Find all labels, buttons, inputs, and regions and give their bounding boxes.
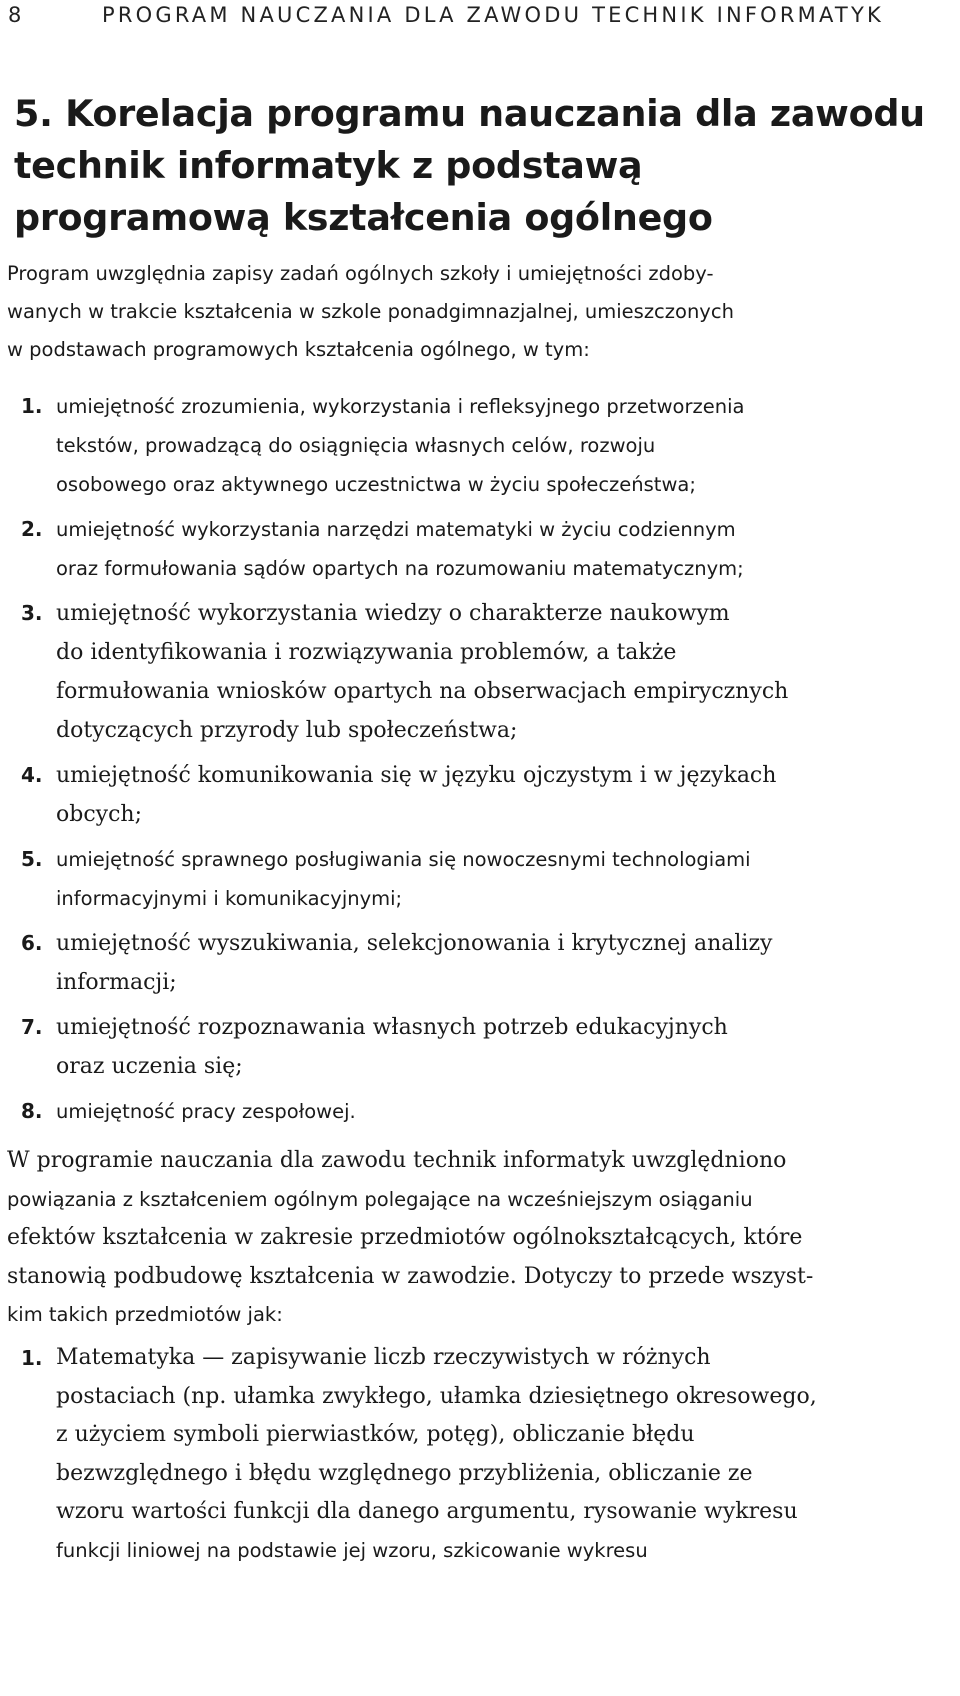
list-number: 1. bbox=[21, 394, 43, 418]
intro-paragraph bbox=[7, 255, 953, 369]
list-number: 6. bbox=[21, 931, 43, 955]
list-number: 8. bbox=[21, 1099, 43, 1123]
paragraph-line: stanowią podbudowę kształcenia w zawodzie. Dotyczy to przede wszyst- bbox=[7, 1263, 814, 1289]
list-number: 2. bbox=[21, 517, 43, 541]
list-line: umiejętność komunikowania się w języku ojczystym i w językach bbox=[56, 763, 777, 788]
list-line: informacji; bbox=[56, 970, 177, 995]
list-item bbox=[9, 387, 954, 504]
list-line: tekstów, prowadzącą do osiągnięcia własnych celów, rozwoju bbox=[56, 434, 656, 457]
list-line: umiejętność zrozumienia, wykorzystania i refleksyjnego przetworzenia bbox=[56, 395, 745, 418]
list-line: z użyciem symboli pierwiastków, potęg), obliczanie błędu bbox=[56, 1422, 695, 1447]
intro-line: wanych w trakcie kształcenia w szkole ponadgimnazjalnej, umieszczonych bbox=[7, 300, 734, 323]
list-line: umiejętność wykorzystania narzędzi matematyki w życiu codziennym bbox=[56, 518, 736, 541]
list-item bbox=[9, 1339, 954, 1570]
running-head bbox=[8, 3, 948, 33]
list-line: dotyczących przyrody lub społeczeństwa; bbox=[56, 718, 518, 743]
list-line: wzoru wartości funkcji dla danego argumentu, rysowanie wykresu bbox=[56, 1499, 798, 1524]
list-line: umiejętność rozpoznawania własnych potrzeb edukacyjnych bbox=[56, 1015, 728, 1040]
list-line: postaciach (np. ułamka zwykłego, ułamka dziesiętnego okresowego, bbox=[56, 1383, 817, 1409]
list-line: formułowania wniosków opartych na obserwacjach empirycznych bbox=[56, 679, 789, 704]
list-item bbox=[9, 840, 954, 918]
list-line: funkcji liniowej na podstawie jej wzoru, szkicowanie wykresu bbox=[56, 1538, 648, 1562]
list-line: umiejętność wyszukiwania, selekcjonowania i krytycznej analizy bbox=[56, 931, 773, 956]
list-number: 7. bbox=[21, 1015, 43, 1039]
paragraph-line: kim takich przedmiotów jak: bbox=[7, 1303, 283, 1326]
heading-line: 5. Korelacja programu nauczania dla zawodu bbox=[14, 92, 925, 135]
intro-line: Program uwzględnia zapisy zadań ogólnych szkoły i umiejętności zdoby- bbox=[7, 262, 714, 285]
list-item bbox=[9, 924, 954, 1002]
list-item bbox=[9, 1092, 954, 1131]
list-line: Matematyka — zapisywanie liczb rzeczywistych w różnych bbox=[56, 1345, 711, 1370]
page-number: 8 bbox=[8, 3, 22, 27]
list-number: 4. bbox=[21, 763, 43, 787]
list-line: osobowego oraz aktywnego uczestnictwa w życiu społeczeństwa; bbox=[56, 473, 696, 496]
list-line: bezwzględnego i błędu względnego przybliżenia, obliczanie ze bbox=[56, 1460, 753, 1486]
list-line: informacyjnymi i komunikacyjnymi; bbox=[56, 887, 403, 910]
list-item bbox=[9, 594, 954, 750]
running-head-title: PROGRAM NAUCZANIA DLA ZAWODU TECHNIK INFORMATYK bbox=[102, 3, 884, 27]
list-line: do identyfikowania i rozwiązywania problemów, a także bbox=[56, 640, 677, 665]
list-number: 5. bbox=[21, 847, 43, 871]
list-line: umiejętność wykorzystania wiedzy o charakterze naukowym bbox=[56, 601, 730, 626]
list-item bbox=[9, 510, 954, 588]
section-heading bbox=[14, 88, 954, 244]
list-item bbox=[9, 1008, 954, 1086]
heading-line: technik informatyk z podstawą bbox=[14, 144, 643, 187]
list-line: oraz uczenia się; bbox=[56, 1054, 243, 1079]
skills-list bbox=[9, 387, 954, 1137]
subjects-list bbox=[9, 1339, 954, 1570]
paragraph-line: W programie nauczania dla zawodu technik informatyk uwzględniono bbox=[7, 1148, 787, 1173]
list-item bbox=[9, 756, 954, 834]
list-line: obcych; bbox=[56, 802, 142, 827]
list-line: umiejętność sprawnego posługiwania się nowoczesnymi technologiami bbox=[56, 848, 751, 871]
body-paragraph bbox=[7, 1142, 953, 1335]
list-number: 1. bbox=[21, 1346, 43, 1370]
list-line: oraz formułowania sądów opartych na rozumowaniu matematycznym; bbox=[56, 557, 744, 580]
intro-line: w podstawach programowych kształcenia ogólnego, w tym: bbox=[7, 338, 590, 361]
paragraph-line: efektów kształcenia w zakresie przedmiotów ogólnokształcących, które bbox=[7, 1225, 803, 1250]
heading-line: programową kształcenia ogólnego bbox=[14, 196, 713, 239]
list-number: 3. bbox=[21, 601, 43, 625]
list-line: umiejętność pracy zespołowej. bbox=[56, 1100, 356, 1123]
paragraph-line: powiązania z kształceniem ogólnym polegające na wcześniejszym osiąganiu bbox=[7, 1187, 753, 1211]
